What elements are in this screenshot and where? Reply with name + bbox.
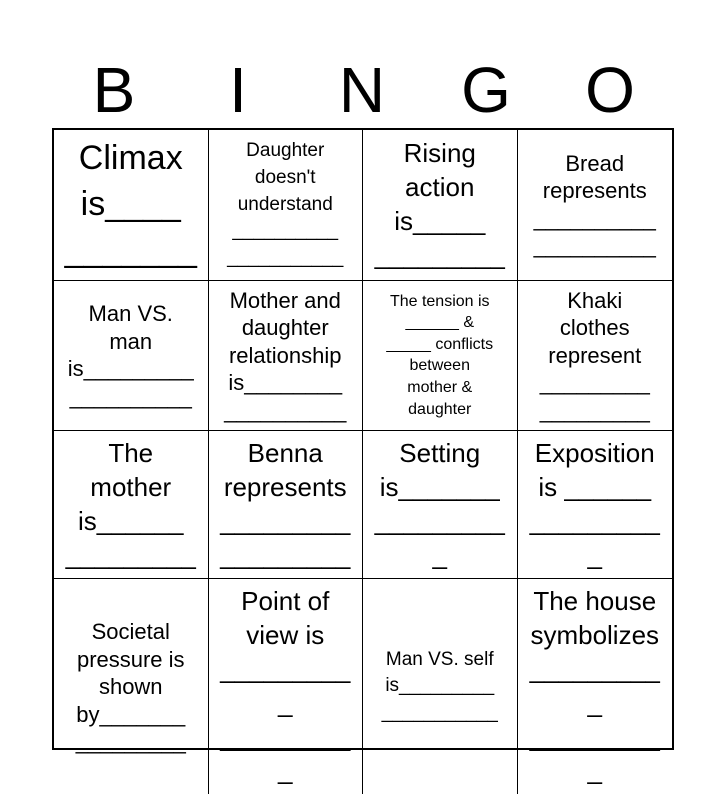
bingo-cell-benna (209, 431, 364, 579)
cell-text: Setting is_______ __________ (374, 438, 505, 570)
bingo-grid (52, 128, 674, 786)
cell-text: Point of view is __________ __________ (220, 586, 351, 786)
bingo-cell-societal-pressure (54, 579, 209, 794)
bingo-header (52, 52, 672, 128)
cell-text: Khaki clothes represent _________ _________ (539, 287, 650, 423)
cell-text: The house symbolizes __________ __________ (529, 586, 660, 786)
header-letter-n: N (338, 54, 386, 126)
bingo-cell-daughter-doesnt-understand (209, 130, 364, 281)
bingo-cell-tension (363, 281, 518, 432)
bingo-cell-the-house (518, 579, 673, 794)
cell-text: Bread represents __________ __________ (533, 150, 656, 259)
bingo-cell-the-mother (54, 431, 209, 579)
bingo-cell-bread (518, 130, 673, 281)
bingo-cell-rising-action (363, 130, 518, 281)
cell-text: Man VS. man is_________ __________ (67, 301, 194, 409)
cell-text: Climax is____ _______ (64, 139, 197, 269)
bingo-cell-point-of-view (209, 579, 364, 794)
bingo-cell-man-vs-man (54, 281, 209, 432)
header-letter-b: B (92, 54, 136, 126)
cell-text: Benna represents _________ _________ (220, 438, 351, 570)
bingo-cell-setting (363, 431, 518, 579)
cell-text: The tension is ______ & _____ conflicts between mother & daughter (386, 292, 494, 418)
bingo-cell-exposition (518, 431, 673, 579)
cell-text: Man VS. self is_________ ___________ (381, 648, 498, 724)
cell-text: Societal pressure is shown by_______ _________ (75, 619, 186, 754)
bingo-cell-mother-daughter-relationship (209, 281, 364, 432)
header-letter-i: I (229, 54, 247, 126)
bingo-cell-khaki-clothes (518, 281, 673, 432)
cell-text: Rising action is_____ _________ (374, 138, 505, 270)
header-letter-g: G (461, 54, 511, 126)
header-letter-o: O (585, 54, 635, 126)
cell-text: Mother and daughter relationship is________ __________ (224, 287, 347, 423)
cell-text: The mother is______ _________ (65, 438, 196, 570)
bingo-cell-man-vs-self (363, 579, 518, 794)
bingo-cell-climax (54, 130, 209, 281)
cell-text: Daughter doesn't understand __________ ___________ (227, 140, 344, 268)
cell-text: Exposition is ______ __________ (529, 438, 660, 570)
